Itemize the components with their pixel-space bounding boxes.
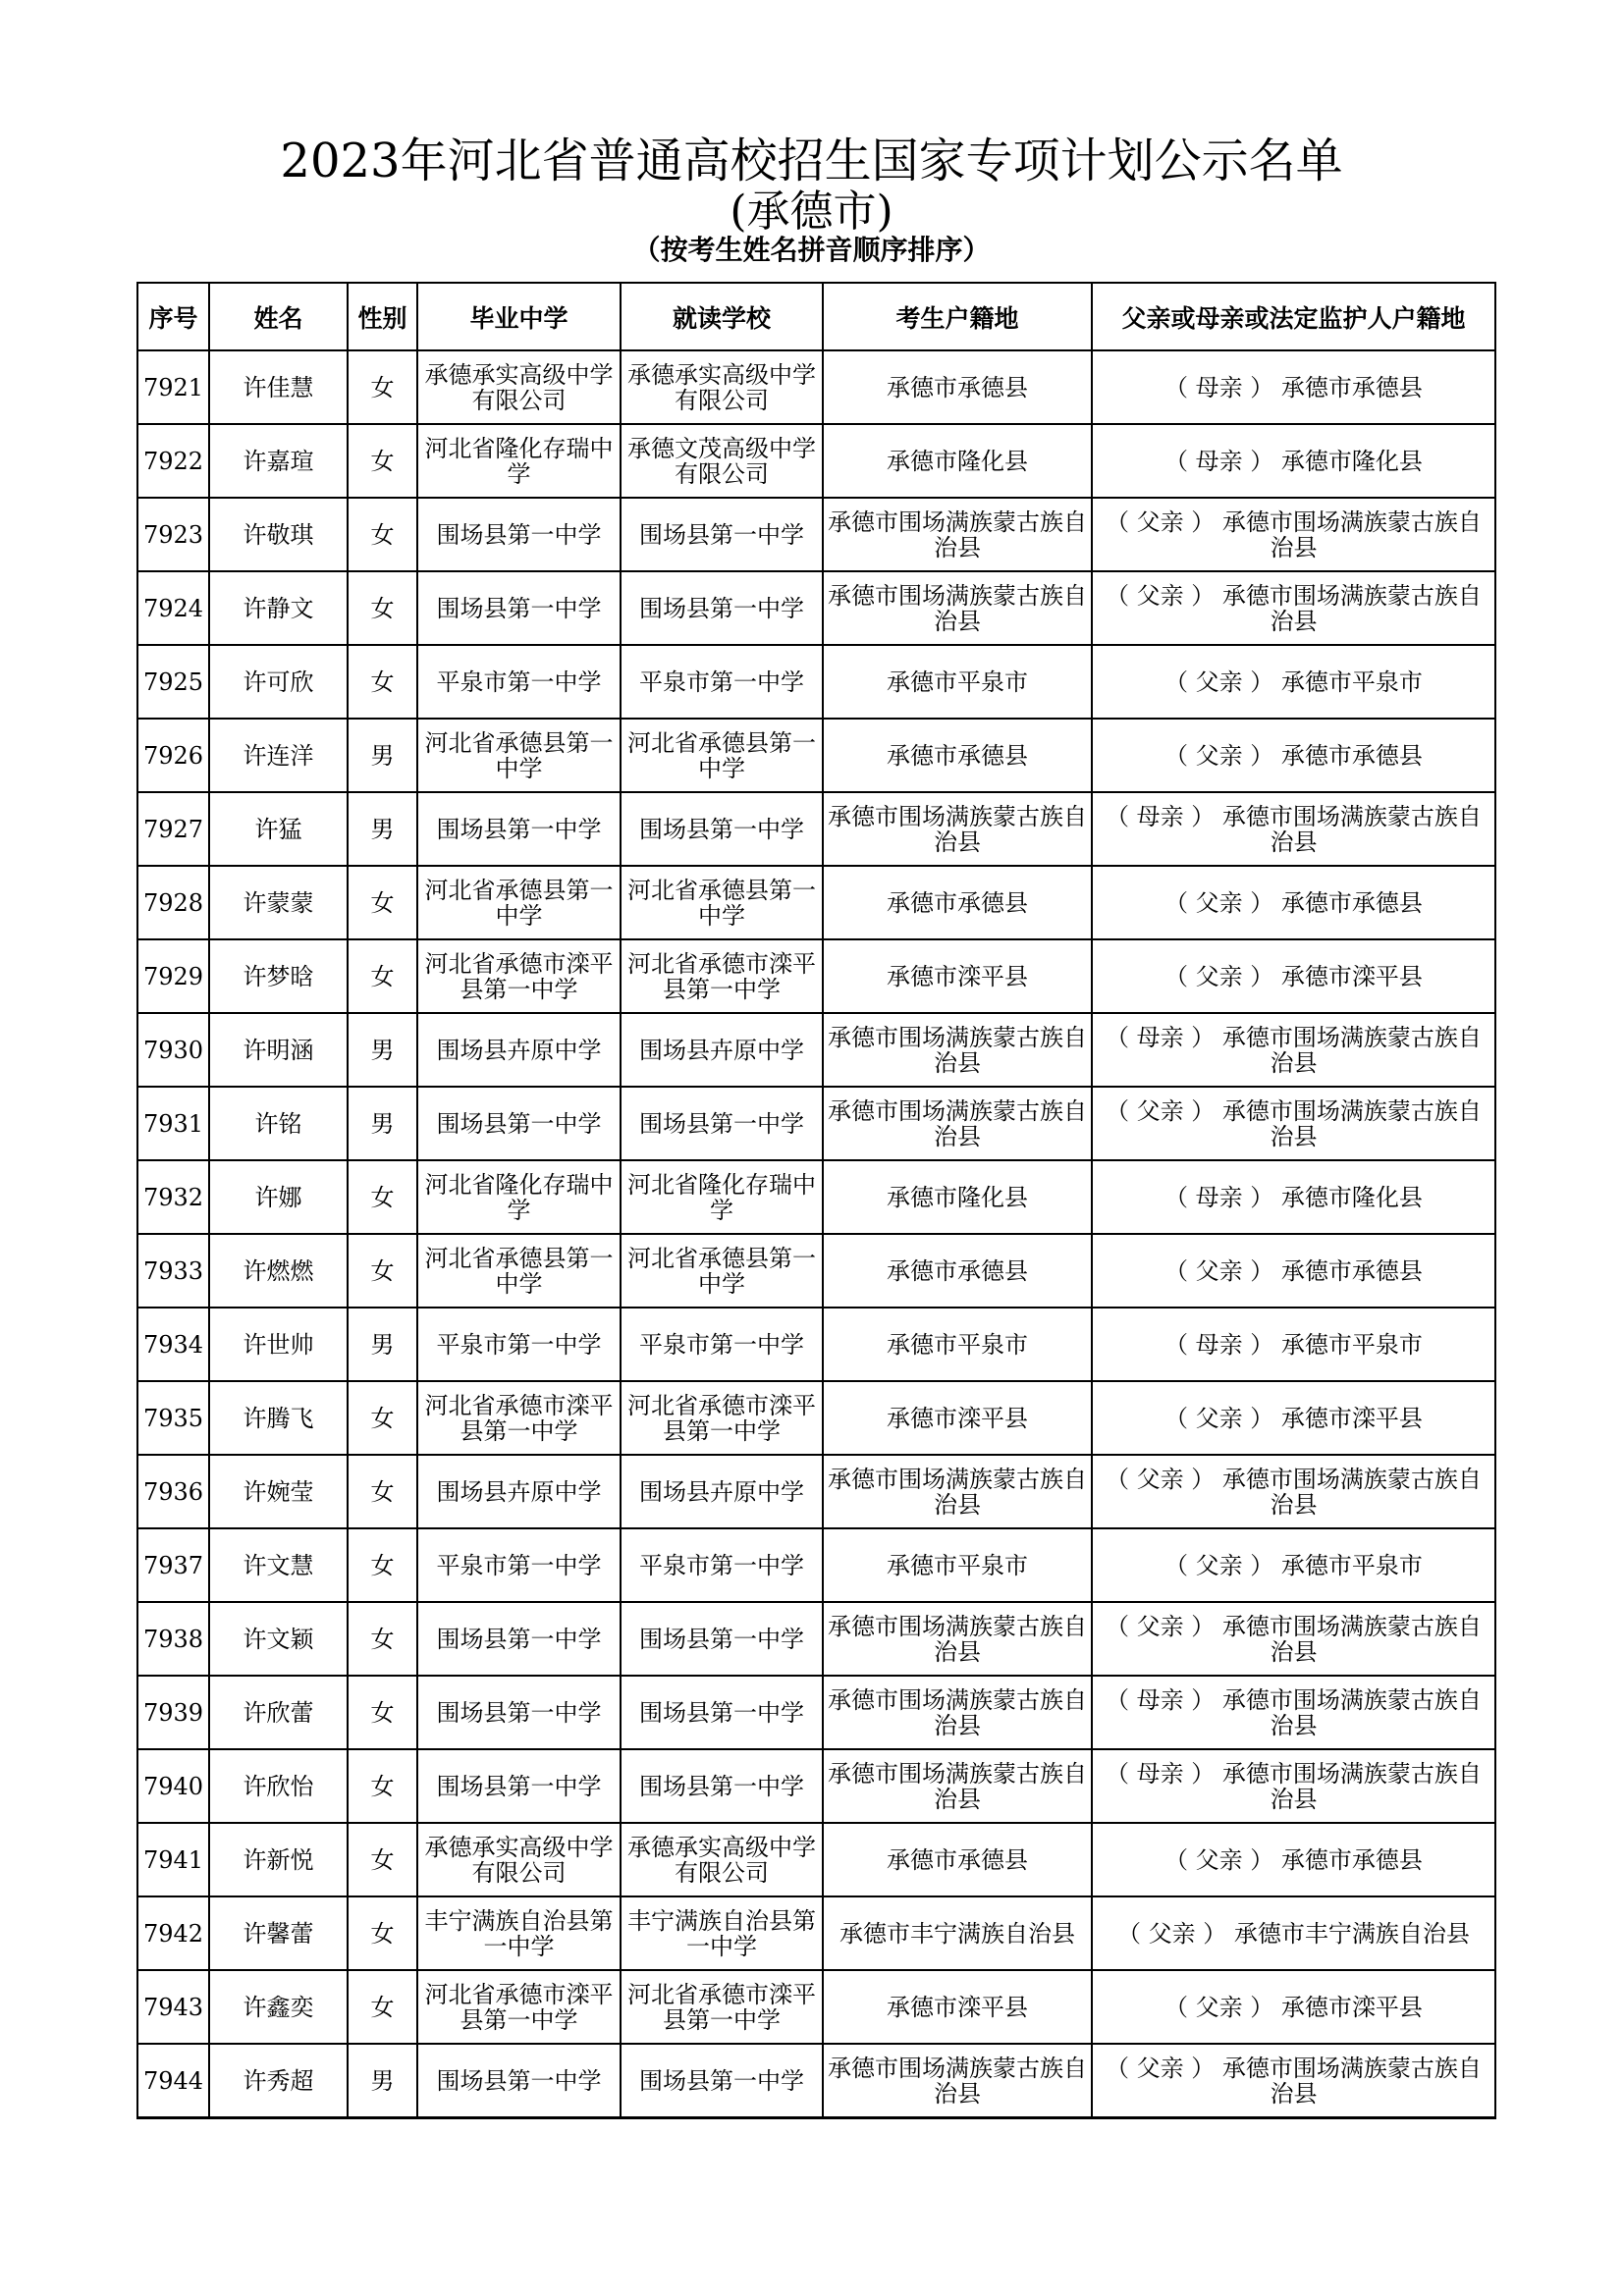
guardian-residence-cell: （ 母亲 ） 承德市围场满族蒙古族自治县 <box>1092 1749 1495 1823</box>
guardian-residence-cell: （ 母亲 ） 承德市围场满族蒙古族自治县 <box>1092 1013 1495 1087</box>
current-school-cell: 河北省隆化存瑞中学 <box>621 1160 823 1234</box>
graduated-school-cell: 河北省隆化存瑞中学 <box>417 424 621 498</box>
guardian-residence-cell: （ 父亲 ） 承德市围场满族蒙古族自治县 <box>1092 2044 1495 2118</box>
graduated-school-cell: 围场县第一中学 <box>417 1087 621 1160</box>
guardian-residence-cell: （ 父亲 ） 承德市滦平县 <box>1092 1970 1495 2044</box>
name-cell: 许鑫奕 <box>209 1970 348 2044</box>
student-residence-cell: 承德市隆化县 <box>823 1160 1092 1234</box>
graduated-school-cell: 河北省承德市滦平县第一中学 <box>417 939 621 1013</box>
student-residence-cell: 承德市承德县 <box>823 1234 1092 1308</box>
graduated-school-cell: 围场县第一中学 <box>417 1676 621 1749</box>
graduated-school-cell: 河北省承德县第一中学 <box>417 866 621 939</box>
name-cell: 许欣怡 <box>209 1749 348 1823</box>
student-residence-cell: 承德市围场满族蒙古族自治县 <box>823 792 1092 866</box>
gender-cell: 男 <box>348 1087 417 1160</box>
current-school-cell: 围场县第一中学 <box>621 2044 823 2118</box>
table-row <box>137 1896 1495 1970</box>
graduated-school-cell: 围场县第一中学 <box>417 571 621 645</box>
guardian-residence-cell: （ 父亲 ） 承德市滦平县 <box>1092 1381 1495 1455</box>
seq-cell: 7932 <box>137 1160 209 1234</box>
gender-cell: 女 <box>348 1160 417 1234</box>
guardian-residence-cell: （ 父亲 ） 承德市承德县 <box>1092 719 1495 792</box>
student-residence-cell: 承德市围场满族蒙古族自治县 <box>823 1749 1092 1823</box>
graduated-school-cell: 承德承实高级中学有限公司 <box>417 1823 621 1896</box>
gender-cell: 女 <box>348 1528 417 1602</box>
name-cell: 许文颖 <box>209 1602 348 1676</box>
sort-note: （按考生姓名拼音顺序排序） <box>632 234 991 266</box>
seq-cell: 7921 <box>137 350 209 424</box>
current-school-cell: 围场县第一中学 <box>621 571 823 645</box>
gender-cell: 女 <box>348 498 417 571</box>
seq-cell: 7944 <box>137 2044 209 2118</box>
seq-cell: 7929 <box>137 939 209 1013</box>
guardian-residence-cell: （ 父亲 ） 承德市围场满族蒙古族自治县 <box>1092 1455 1495 1528</box>
header-guardian-residence: 父亲或母亲或法定监护人户籍地 <box>1092 283 1495 350</box>
current-school-cell: 围场县第一中学 <box>621 1087 823 1160</box>
current-school-cell: 围场县第一中学 <box>621 1676 823 1749</box>
header-student-residence: 考生户籍地 <box>823 283 1092 350</box>
guardian-residence-cell: （ 母亲 ） 承德市围场满族蒙古族自治县 <box>1092 792 1495 866</box>
table-row <box>137 1749 1495 1823</box>
name-cell: 许娜 <box>209 1160 348 1234</box>
seq-cell: 7930 <box>137 1013 209 1087</box>
header-row <box>137 283 1495 350</box>
table-row <box>137 645 1495 719</box>
current-school-cell: 围场县第一中学 <box>621 1602 823 1676</box>
guardian-residence-cell: （ 父亲 ） 承德市承德县 <box>1092 1823 1495 1896</box>
table-row <box>137 866 1495 939</box>
table-row <box>137 1823 1495 1896</box>
table-row <box>137 1013 1495 1087</box>
current-school-cell: 承德承实高级中学有限公司 <box>621 350 823 424</box>
seq-cell: 7926 <box>137 719 209 792</box>
graduated-school-cell: 河北省承德市滦平县第一中学 <box>417 1381 621 1455</box>
table-row <box>137 498 1495 571</box>
current-school-cell: 丰宁满族自治县第一中学 <box>621 1896 823 1970</box>
header-current-school: 就读学校 <box>621 283 823 350</box>
name-cell: 许腾飞 <box>209 1381 348 1455</box>
gender-cell: 男 <box>348 1308 417 1381</box>
graduated-school-cell: 围场县第一中学 <box>417 792 621 866</box>
student-residence-cell: 承德市围场满族蒙古族自治县 <box>823 1676 1092 1749</box>
table-row <box>137 1234 1495 1308</box>
student-residence-cell: 承德市围场满族蒙古族自治县 <box>823 1455 1092 1528</box>
name-cell: 许世帅 <box>209 1308 348 1381</box>
student-residence-cell: 承德市平泉市 <box>823 645 1092 719</box>
gender-cell: 女 <box>348 1455 417 1528</box>
name-cell: 许欣蕾 <box>209 1676 348 1749</box>
gender-cell: 女 <box>348 571 417 645</box>
roster-table <box>136 282 1496 2119</box>
student-residence-cell: 承德市平泉市 <box>823 1308 1092 1381</box>
graduated-school-cell: 河北省承德县第一中学 <box>417 719 621 792</box>
table-row <box>137 1676 1495 1749</box>
gender-cell: 男 <box>348 719 417 792</box>
guardian-residence-cell: （ 父亲 ） 承德市围场满族蒙古族自治县 <box>1092 571 1495 645</box>
page-subtitle: (承德市) <box>730 187 893 237</box>
current-school-cell: 河北省承德市滦平县第一中学 <box>621 1970 823 2044</box>
current-school-cell: 围场县卉原中学 <box>621 1455 823 1528</box>
roster-body <box>137 350 1495 2118</box>
gender-cell: 女 <box>348 645 417 719</box>
name-cell: 许猛 <box>209 792 348 866</box>
seq-cell: 7936 <box>137 1455 209 1528</box>
name-cell: 许铭 <box>209 1087 348 1160</box>
student-residence-cell: 承德市承德县 <box>823 719 1092 792</box>
student-residence-cell: 承德市围场满族蒙古族自治县 <box>823 571 1092 645</box>
graduated-school-cell: 围场县第一中学 <box>417 498 621 571</box>
name-cell: 许敬琪 <box>209 498 348 571</box>
seq-cell: 7927 <box>137 792 209 866</box>
guardian-residence-cell: （ 父亲 ） 承德市围场满族蒙古族自治县 <box>1092 1602 1495 1676</box>
guardian-residence-cell: （ 父亲 ） 承德市围场满族蒙古族自治县 <box>1092 1087 1495 1160</box>
header-name: 姓名 <box>209 283 348 350</box>
seq-cell: 7931 <box>137 1087 209 1160</box>
table-row <box>137 2044 1495 2118</box>
seq-cell: 7941 <box>137 1823 209 1896</box>
seq-cell: 7937 <box>137 1528 209 1602</box>
current-school-cell: 河北省承德县第一中学 <box>621 1234 823 1308</box>
current-school-cell: 平泉市第一中学 <box>621 1528 823 1602</box>
current-school-cell: 围场县第一中学 <box>621 498 823 571</box>
table-row <box>137 1602 1495 1676</box>
guardian-residence-cell: （ 母亲 ） 承德市承德县 <box>1092 350 1495 424</box>
guardian-residence-cell: （ 父亲 ） 承德市滦平县 <box>1092 939 1495 1013</box>
name-cell: 许蒙蒙 <box>209 866 348 939</box>
student-residence-cell: 承德市隆化县 <box>823 424 1092 498</box>
current-school-cell: 围场县第一中学 <box>621 1749 823 1823</box>
guardian-residence-cell: （ 母亲 ） 承德市围场满族蒙古族自治县 <box>1092 1676 1495 1749</box>
current-school-cell: 平泉市第一中学 <box>621 645 823 719</box>
name-cell: 许明涵 <box>209 1013 348 1087</box>
gender-cell: 女 <box>348 866 417 939</box>
current-school-cell: 承德文茂高级中学有限公司 <box>621 424 823 498</box>
table-row <box>137 1087 1495 1160</box>
table-row <box>137 424 1495 498</box>
guardian-residence-cell: （ 父亲 ） 承德市围场满族蒙古族自治县 <box>1092 498 1495 571</box>
guardian-residence-cell: （ 母亲 ） 承德市隆化县 <box>1092 424 1495 498</box>
current-school-cell: 围场县第一中学 <box>621 792 823 866</box>
name-cell: 许静文 <box>209 571 348 645</box>
table-row <box>137 939 1495 1013</box>
table-row <box>137 350 1495 424</box>
name-cell: 许佳慧 <box>209 350 348 424</box>
page-title: 2023年河北省普通高校招生国家专项计划公示名单 <box>280 133 1343 188</box>
student-residence-cell: 承德市承德县 <box>823 866 1092 939</box>
current-school-cell: 承德承实高级中学有限公司 <box>621 1823 823 1896</box>
gender-cell: 女 <box>348 1602 417 1676</box>
guardian-residence-cell: （ 父亲 ） 承德市平泉市 <box>1092 1528 1495 1602</box>
student-residence-cell: 承德市平泉市 <box>823 1528 1092 1602</box>
seq-cell: 7935 <box>137 1381 209 1455</box>
guardian-residence-cell: （ 母亲 ） 承德市隆化县 <box>1092 1160 1495 1234</box>
student-residence-cell: 承德市滦平县 <box>823 1381 1092 1455</box>
name-cell: 许燃燃 <box>209 1234 348 1308</box>
student-residence-cell: 承德市滦平县 <box>823 1970 1092 2044</box>
guardian-residence-cell: （ 父亲 ） 承德市丰宁满族自治县 <box>1092 1896 1495 1970</box>
table-row <box>137 1528 1495 1602</box>
seq-cell: 7925 <box>137 645 209 719</box>
graduated-school-cell: 围场县第一中学 <box>417 1602 621 1676</box>
graduated-school-cell: 河北省承德县第一中学 <box>417 1234 621 1308</box>
current-school-cell: 河北省承德市滦平县第一中学 <box>621 939 823 1013</box>
name-cell: 许梦晗 <box>209 939 348 1013</box>
header-seq: 序号 <box>137 283 209 350</box>
table-row <box>137 719 1495 792</box>
graduated-school-cell: 承德承实高级中学有限公司 <box>417 350 621 424</box>
seq-cell: 7940 <box>137 1749 209 1823</box>
name-cell: 许可欣 <box>209 645 348 719</box>
name-cell: 许婉莹 <box>209 1455 348 1528</box>
student-residence-cell: 承德市承德县 <box>823 350 1092 424</box>
guardian-residence-cell: （ 父亲 ） 承德市平泉市 <box>1092 645 1495 719</box>
table-row <box>137 1970 1495 2044</box>
name-cell: 许文慧 <box>209 1528 348 1602</box>
header-graduated-school: 毕业中学 <box>417 283 621 350</box>
name-cell: 许连洋 <box>209 719 348 792</box>
graduated-school-cell: 平泉市第一中学 <box>417 1308 621 1381</box>
graduated-school-cell: 围场县第一中学 <box>417 1749 621 1823</box>
table-row <box>137 1381 1495 1455</box>
name-cell: 许嘉瑄 <box>209 424 348 498</box>
student-residence-cell: 承德市围场满族蒙古族自治县 <box>823 1013 1092 1087</box>
student-residence-cell: 承德市滦平县 <box>823 939 1092 1013</box>
student-residence-cell: 承德市围场满族蒙古族自治县 <box>823 2044 1092 2118</box>
table-row <box>137 792 1495 866</box>
seq-cell: 7943 <box>137 1970 209 2044</box>
table-row <box>137 571 1495 645</box>
graduated-school-cell: 围场县卉原中学 <box>417 1013 621 1087</box>
name-cell: 许秀超 <box>209 2044 348 2118</box>
guardian-residence-cell: （ 母亲 ） 承德市平泉市 <box>1092 1308 1495 1381</box>
gender-cell: 女 <box>348 1823 417 1896</box>
current-school-cell: 河北省承德县第一中学 <box>621 866 823 939</box>
student-residence-cell: 承德市承德县 <box>823 1823 1092 1896</box>
gender-cell: 女 <box>348 1749 417 1823</box>
graduated-school-cell: 围场县第一中学 <box>417 2044 621 2118</box>
graduated-school-cell: 丰宁满族自治县第一中学 <box>417 1896 621 1970</box>
seq-cell: 7938 <box>137 1602 209 1676</box>
gender-cell: 女 <box>348 1234 417 1308</box>
guardian-residence-cell: （ 父亲 ） 承德市承德县 <box>1092 866 1495 939</box>
gender-cell: 女 <box>348 424 417 498</box>
gender-cell: 女 <box>348 350 417 424</box>
seq-cell: 7933 <box>137 1234 209 1308</box>
gender-cell: 女 <box>348 1896 417 1970</box>
graduated-school-cell: 河北省承德市滦平县第一中学 <box>417 1970 621 2044</box>
student-residence-cell: 承德市围场满族蒙古族自治县 <box>823 1602 1092 1676</box>
table-row <box>137 1308 1495 1381</box>
current-school-cell: 平泉市第一中学 <box>621 1308 823 1381</box>
graduated-school-cell: 河北省隆化存瑞中学 <box>417 1160 621 1234</box>
table-row <box>137 1455 1495 1528</box>
gender-cell: 女 <box>348 939 417 1013</box>
gender-cell: 女 <box>348 1970 417 2044</box>
graduated-school-cell: 平泉市第一中学 <box>417 1528 621 1602</box>
header-gender: 性别 <box>348 283 417 350</box>
name-cell: 许馨蕾 <box>209 1896 348 1970</box>
gender-cell: 男 <box>348 1013 417 1087</box>
seq-cell: 7934 <box>137 1308 209 1381</box>
graduated-school-cell: 围场县卉原中学 <box>417 1455 621 1528</box>
current-school-cell: 围场县卉原中学 <box>621 1013 823 1087</box>
student-residence-cell: 承德市围场满族蒙古族自治县 <box>823 498 1092 571</box>
seq-cell: 7939 <box>137 1676 209 1749</box>
student-residence-cell: 承德市围场满族蒙古族自治县 <box>823 1087 1092 1160</box>
seq-cell: 7924 <box>137 571 209 645</box>
table-row <box>137 1160 1495 1234</box>
seq-cell: 7922 <box>137 424 209 498</box>
student-residence-cell: 承德市丰宁满族自治县 <box>823 1896 1092 1970</box>
gender-cell: 男 <box>348 792 417 866</box>
graduated-school-cell: 平泉市第一中学 <box>417 645 621 719</box>
gender-cell: 女 <box>348 1381 417 1455</box>
seq-cell: 7928 <box>137 866 209 939</box>
guardian-residence-cell: （ 父亲 ） 承德市承德县 <box>1092 1234 1495 1308</box>
gender-cell: 男 <box>348 2044 417 2118</box>
name-cell: 许新悦 <box>209 1823 348 1896</box>
current-school-cell: 河北省承德市滦平县第一中学 <box>621 1381 823 1455</box>
current-school-cell: 河北省承德县第一中学 <box>621 719 823 792</box>
gender-cell: 女 <box>348 1676 417 1749</box>
seq-cell: 7923 <box>137 498 209 571</box>
seq-cell: 7942 <box>137 1896 209 1970</box>
